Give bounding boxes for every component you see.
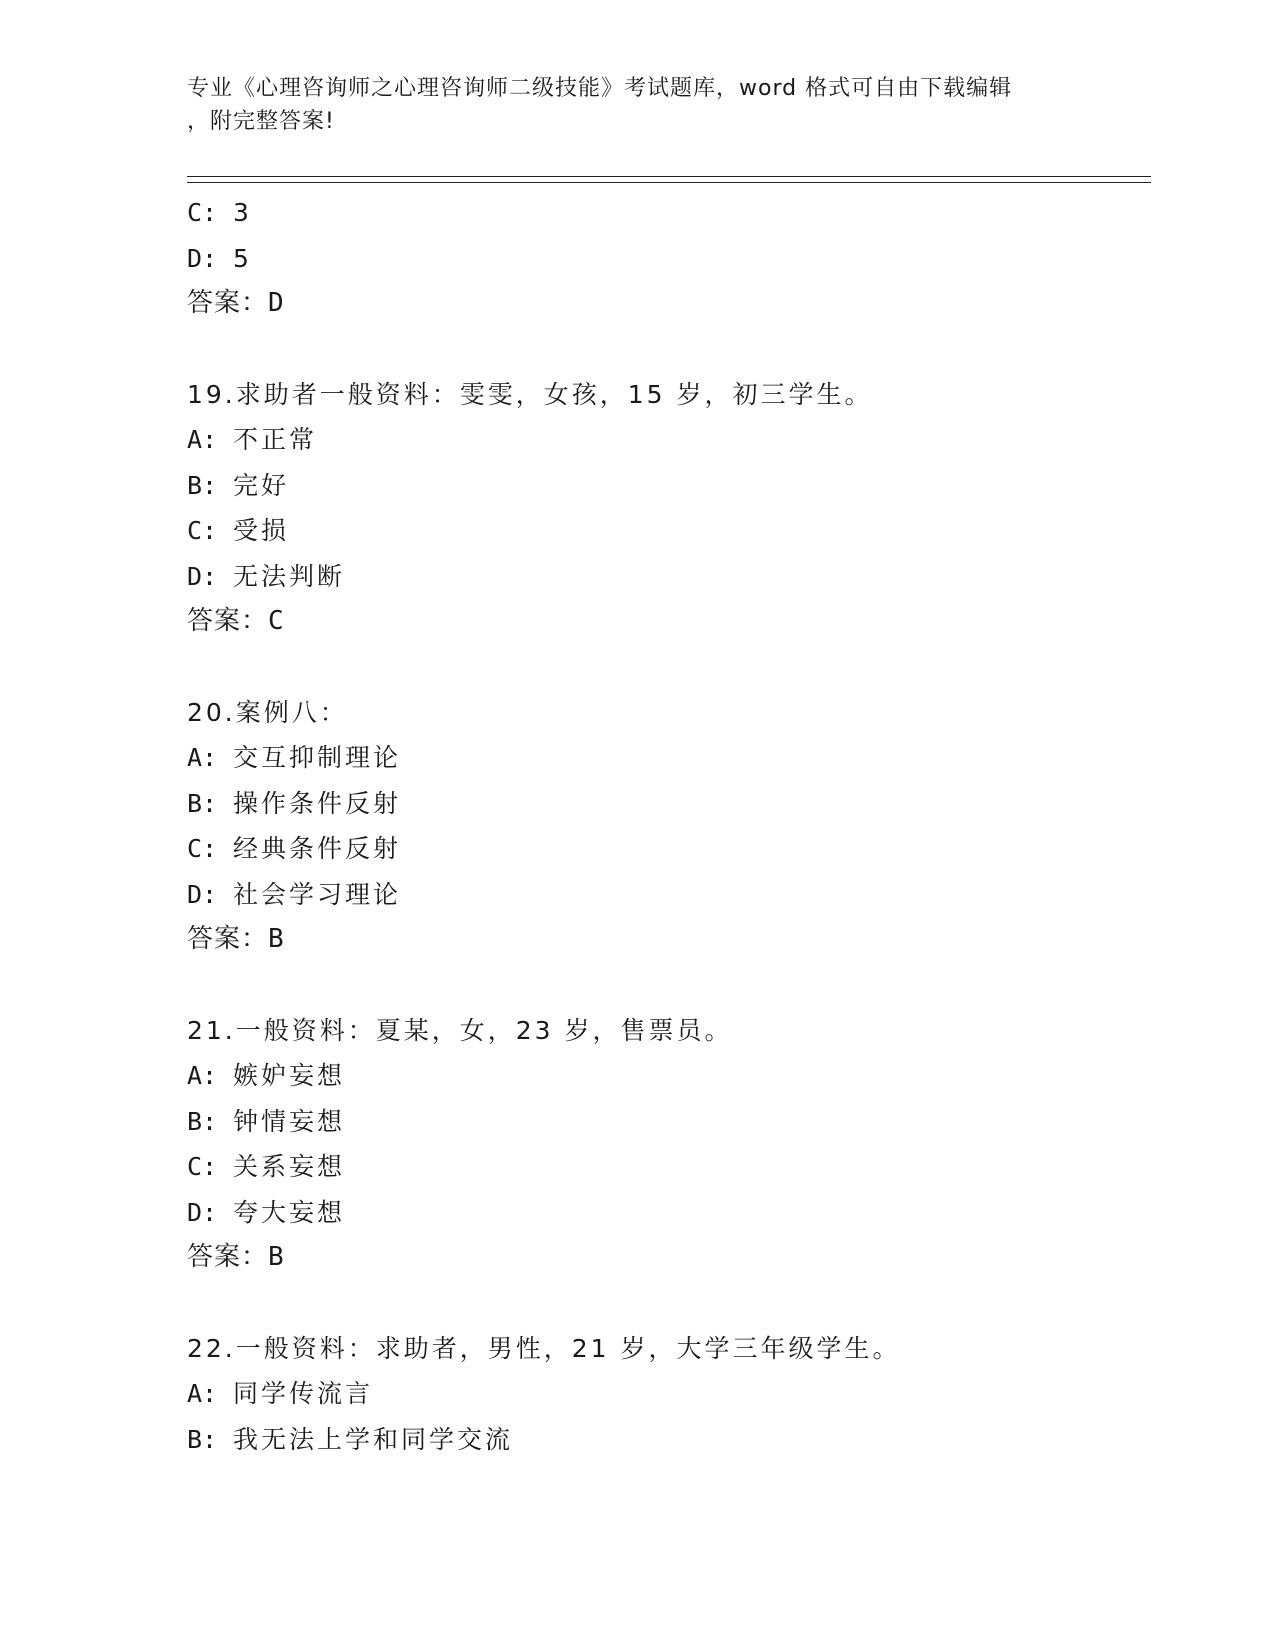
question-list (187, 190, 1147, 1462)
question-block-19 (187, 372, 1147, 645)
option-text: 不正常 (233, 425, 318, 454)
option-letter: C: (187, 834, 218, 863)
option-letter: B: (187, 1106, 218, 1136)
answer-line (187, 1235, 1147, 1281)
option-text: 关系妄想 (233, 1152, 346, 1181)
option-b (187, 1417, 1147, 1463)
option-text: 5 (233, 243, 252, 273)
option-a (187, 1371, 1147, 1417)
option-letter: D: (187, 561, 218, 591)
header-rule-top (187, 176, 1151, 177)
option-b (187, 463, 1147, 509)
option-letter: B: (187, 788, 218, 818)
option-text: 经典条件反射 (233, 834, 402, 863)
question-gap (187, 327, 1147, 372)
question-block-21 (187, 1008, 1147, 1281)
question-stem: 19.求助者一般资料：雯雯，女孩，15 岁，初三学生。 (187, 379, 873, 409)
header-line-2: ，附完整答案! (187, 109, 335, 134)
question-stem: 21.一般资料：夏某，女，23 岁，售票员。 (187, 1015, 733, 1045)
question-block-22 (187, 1326, 1147, 1463)
question-gap (187, 1281, 1147, 1326)
option-letter: D: (187, 879, 218, 909)
question-block-partial (187, 190, 1147, 327)
option-c (187, 190, 1147, 236)
question-block-20 (187, 690, 1147, 963)
question-stem: 20.案例八： (187, 697, 348, 727)
answer-line (187, 599, 1147, 645)
option-text: 社会学习理论 (233, 879, 402, 909)
option-letter: C: (187, 198, 218, 227)
document-header (187, 72, 1087, 138)
option-c (187, 508, 1147, 554)
question-gap (187, 963, 1147, 1008)
option-text: 完好 (233, 470, 290, 500)
option-text: 我无法上学和同学交流 (233, 1424, 514, 1454)
answer-value: B (268, 1242, 284, 1272)
option-d (187, 554, 1147, 600)
option-b (187, 1099, 1147, 1145)
option-text: 钟情妄想 (233, 1106, 346, 1136)
option-text: 受损 (233, 516, 290, 545)
option-d (187, 872, 1147, 918)
option-letter: A: (187, 1379, 218, 1408)
answer-line (187, 917, 1147, 963)
option-a (187, 417, 1147, 463)
option-a (187, 1053, 1147, 1099)
question-stem: 22.一般资料：求助者，男性，21 岁，大学三年级学生。 (187, 1333, 901, 1363)
option-c (187, 826, 1147, 872)
answer-label: 答案： (187, 1242, 269, 1272)
option-text: 交互抑制理论 (233, 743, 402, 772)
answer-label: 答案： (187, 606, 269, 636)
option-text: 无法判断 (233, 561, 346, 591)
header-rule-bottom (187, 182, 1151, 183)
option-b (187, 781, 1147, 827)
question-gap (187, 645, 1147, 690)
answer-label: 答案： (187, 924, 269, 954)
option-letter: A: (187, 743, 218, 772)
answer-value: C (268, 606, 284, 636)
option-letter: D: (187, 1197, 218, 1227)
option-letter: A: (187, 1061, 218, 1090)
option-letter: C: (187, 1152, 218, 1181)
option-a (187, 735, 1147, 781)
answer-value: B (268, 924, 284, 954)
option-d (187, 236, 1147, 282)
header-line-1: 专业《心理咨询师之心理咨询师二级技能》考试题库，word 格式可自由下载编辑 (187, 76, 1013, 101)
answer-value: D (268, 288, 284, 318)
option-text: 嫉妒妄想 (233, 1061, 346, 1090)
option-letter: C: (187, 516, 218, 545)
option-text: 夸大妄想 (233, 1197, 346, 1227)
answer-line (187, 281, 1147, 327)
answer-label: 答案： (187, 288, 269, 318)
option-letter: B: (187, 470, 218, 500)
option-d (187, 1190, 1147, 1236)
option-letter: A: (187, 425, 218, 454)
option-text: 3 (233, 198, 252, 227)
option-c (187, 1144, 1147, 1190)
option-text: 操作条件反射 (233, 788, 402, 818)
option-letter: D: (187, 243, 218, 273)
option-text: 同学传流言 (233, 1379, 374, 1408)
option-letter: B: (187, 1424, 218, 1454)
